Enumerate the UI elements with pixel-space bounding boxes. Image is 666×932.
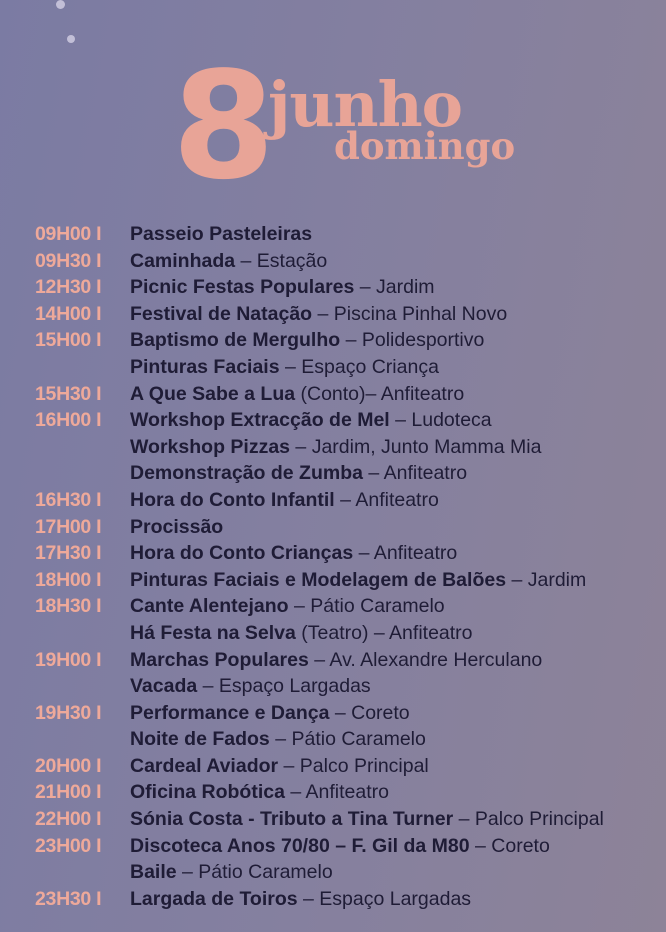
event-location: – Espaço Largadas	[297, 887, 472, 910]
schedule-row	[0, 886, 666, 913]
event-title: Largada de Toiros	[130, 887, 298, 910]
schedule-row	[0, 726, 666, 753]
event-description	[130, 673, 371, 700]
event-description	[130, 806, 604, 833]
schedule-row	[0, 460, 666, 487]
event-location: – Jardim, Junto Mamma Mia	[290, 435, 542, 458]
event-title: Hora do Conto Crianças	[130, 542, 354, 565]
event-description	[130, 753, 429, 780]
event-title: Há Festa na Selva	[130, 621, 296, 644]
event-time: 14H00 I	[35, 302, 102, 325]
schedule-row	[0, 327, 666, 354]
schedule-row	[0, 859, 666, 886]
schedule-row	[0, 407, 666, 434]
event-title: Sónia Costa - Tributo a Tina Turner	[130, 808, 454, 831]
schedule-row	[0, 647, 666, 674]
event-description	[130, 567, 586, 594]
schedule-row	[0, 221, 666, 248]
schedule-row	[0, 434, 666, 461]
event-description	[130, 460, 467, 487]
schedule-row	[0, 753, 666, 780]
event-description	[130, 779, 389, 806]
event-description	[130, 248, 327, 275]
event-description	[130, 487, 439, 514]
event-title: Baile	[130, 861, 177, 884]
event-time: 21H00 I	[35, 781, 102, 804]
schedule-row	[0, 779, 666, 806]
event-title: Cante Alentejano	[130, 595, 289, 618]
day-number: 8	[172, 40, 271, 212]
event-time: 18H30 I	[35, 595, 102, 618]
event-title: Pinturas Faciais	[130, 355, 280, 378]
event-location: – Anfiteatro	[334, 488, 439, 511]
event-location: – Jardim	[506, 568, 587, 591]
schedule-row	[0, 381, 666, 408]
date-header	[0, 0, 666, 212]
event-title: A Que Sabe a Lua	[130, 382, 296, 405]
event-description	[130, 700, 410, 727]
event-description	[130, 221, 312, 248]
event-location: (Conto)– Anfiteatro	[295, 382, 465, 405]
event-time: 23H00 I	[35, 834, 102, 857]
event-location: – Palco Principal	[453, 808, 604, 831]
event-time: 12H30 I	[35, 276, 102, 299]
event-title: Workshop Pizzas	[130, 435, 291, 458]
event-location: – Anfiteatro	[284, 781, 390, 804]
event-time: 20H00 I	[35, 754, 102, 777]
schedule-row	[0, 248, 666, 275]
event-time: 15H30 I	[35, 382, 102, 405]
event-title: Cardeal Aviador	[130, 754, 279, 777]
schedule-row	[0, 593, 666, 620]
event-location: – Pátio Caramelo	[288, 595, 445, 618]
event-description	[130, 859, 333, 886]
schedule-row	[0, 833, 666, 860]
schedule-row	[0, 487, 666, 514]
event-title: Caminhada	[130, 249, 236, 272]
event-title: Hora do Conto Infantil	[130, 488, 335, 511]
event-title: Discoteca Anos 70/80 – F. Gil da M80	[130, 834, 470, 857]
event-location: – Anfiteatro	[353, 542, 458, 565]
event-title: Baptismo de Mergulho	[130, 329, 341, 352]
schedule-row	[0, 514, 666, 541]
schedule-row	[0, 540, 666, 567]
event-description	[130, 354, 439, 381]
schedule-row	[0, 274, 666, 301]
event-location: (Teatro) – Anfiteatro	[295, 621, 473, 644]
event-location: – Estação	[235, 249, 328, 272]
month-name: junho	[268, 68, 463, 141]
event-time: 18H00 I	[35, 568, 102, 591]
event-schedule	[0, 221, 666, 912]
schedule-row	[0, 567, 666, 594]
weekday-name: domingo	[334, 124, 516, 168]
event-description	[130, 886, 471, 913]
event-location: – Polidesportivo	[340, 329, 485, 352]
event-time: 23H30 I	[35, 887, 102, 910]
event-description	[130, 274, 435, 301]
event-description	[130, 593, 445, 620]
event-title: Demonstração de Zumba	[130, 462, 363, 485]
event-location: – Piscina Pinhal Novo	[312, 302, 508, 325]
schedule-row	[0, 354, 666, 381]
event-title: Vacada	[130, 675, 198, 698]
schedule-row	[0, 301, 666, 328]
event-description	[130, 833, 550, 860]
event-title: Oficina Robótica	[130, 781, 285, 804]
event-description	[130, 381, 464, 408]
event-time: 15H00 I	[35, 329, 102, 352]
event-description	[130, 540, 457, 567]
event-location: – Espaço Largadas	[197, 675, 371, 698]
event-time: 22H00 I	[35, 808, 102, 831]
event-location: – Jardim	[354, 276, 435, 299]
event-location: – Anfiteatro	[362, 462, 468, 485]
event-title: Marchas Populares	[130, 648, 309, 671]
event-time: 19H00 I	[35, 648, 102, 671]
schedule-row	[0, 673, 666, 700]
event-location: – Palco Principal	[278, 754, 429, 777]
event-description	[130, 647, 542, 674]
schedule-row	[0, 620, 666, 647]
event-description	[130, 726, 426, 753]
event-description	[130, 407, 492, 434]
event-location: – Pátio Caramelo	[269, 728, 426, 751]
event-location: – Ludoteca	[389, 409, 492, 432]
event-time: 16H30 I	[35, 488, 102, 511]
event-time: 17H30 I	[35, 542, 102, 565]
event-time: 16H00 I	[35, 409, 102, 432]
event-time: 09H30 I	[35, 249, 102, 272]
event-description	[130, 301, 507, 328]
event-time: 19H30 I	[35, 701, 102, 724]
event-location: – Coreto	[469, 834, 550, 857]
event-location: – Pátio Caramelo	[176, 861, 333, 884]
event-location: – Coreto	[329, 701, 410, 724]
event-description	[130, 620, 473, 647]
event-title: Performance e Dança	[130, 701, 330, 724]
event-title: Picnic Festas Populares	[130, 276, 355, 299]
event-time: 17H00 I	[35, 515, 102, 538]
schedule-row	[0, 700, 666, 727]
event-time: 09H00 I	[35, 223, 102, 245]
event-description	[130, 434, 541, 461]
event-title: Passeio Pasteleiras	[130, 223, 313, 245]
event-description	[130, 514, 223, 541]
event-title: Procissão	[130, 515, 224, 538]
event-title: Workshop Extracção de Mel	[130, 409, 390, 432]
event-location: – Av. Alexandre Herculano	[308, 648, 543, 671]
event-description	[130, 327, 484, 354]
event-title: Festival de Natação	[130, 302, 313, 325]
event-title: Pinturas Faciais e Modelagem de Balões	[130, 568, 507, 591]
schedule-row	[0, 806, 666, 833]
event-location: – Espaço Criança	[279, 355, 439, 378]
event-title: Noite de Fados	[130, 728, 270, 751]
